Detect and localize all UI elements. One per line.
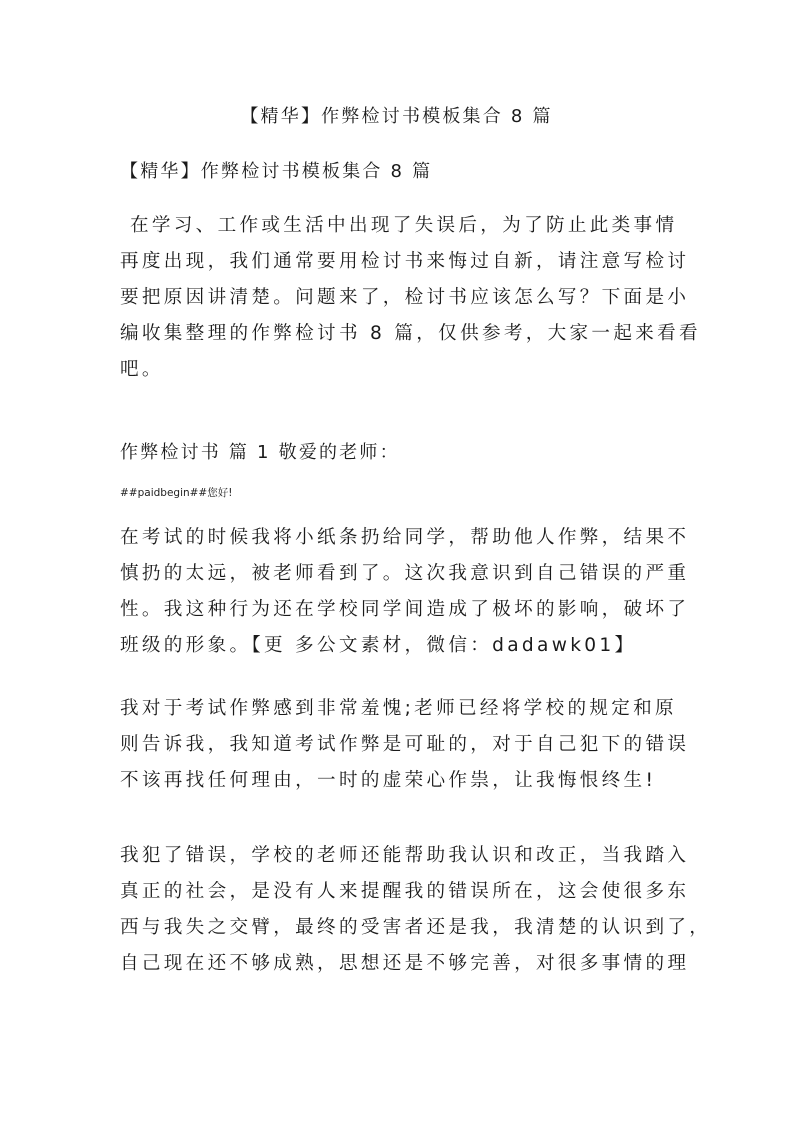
paragraph-line: 班级的形象。【更 多公文素材，微信：dadawk01】 — [120, 635, 637, 656]
intro-paragraph — [120, 208, 701, 388]
paragraph-line: 慎扔的太远，被老师看到了。这次我意识到自己错误的严重 — [120, 563, 690, 584]
section-heading: 作弊检讨书 篇 1 敬爱的老师： — [120, 442, 400, 463]
body-paragraph-2 — [120, 691, 690, 799]
intro-line: 再度出现，我们通常要用检讨书来悔过自新，请注意写检讨 — [120, 251, 690, 272]
body-paragraph-1 — [120, 520, 690, 664]
document-subtitle: 【精华】作弊检讨书模板集合 8 篇 — [120, 161, 433, 182]
paragraph-line: 自己现在还不够成熟，思想还是不够完善，对很多事情的理 — [120, 953, 690, 974]
body-paragraph-3 — [120, 838, 712, 982]
intro-line: 在学习、工作或生活中出现了失误后，为了防止此类事情 — [130, 215, 678, 236]
paragraph-line: 则告诉我，我知道考试作弊是可耻的，对于自己犯下的错误 — [120, 734, 690, 755]
paragraph-line: 我犯了错误，学校的老师还能帮助我认识和改正，当我踏入 — [120, 845, 690, 866]
paragraph-line: 性。我这种行为还在学校同学间造成了极坏的影响，破坏了 — [120, 599, 690, 620]
paragraph-line: 我对于考试作弊感到非常羞愧;老师已经将学校的规定和原 — [120, 698, 677, 719]
paragraph-line: 在考试的时候我将小纸条扔给同学，帮助他人作弊，结果不 — [120, 527, 690, 548]
intro-line: 吧。 — [120, 359, 164, 380]
page-title: 【精华】作弊检讨书模板集合 8 篇 — [240, 106, 553, 127]
paragraph-line: 不该再找任何理由，一时的虚荣心作祟，让我悔恨终生! — [120, 770, 657, 791]
intro-line: 要把原因讲清楚。问题来了，检讨书应该怎么写？下面是小 — [120, 287, 690, 308]
paragraph-line: 西与我失之交臂，最终的受害者还是我，我清楚的认识到了， — [120, 917, 712, 938]
paragraph-line: 真正的社会，是没有人来提醒我的错误所在，这会使很多东 — [120, 881, 690, 902]
intro-line: 编收集整理的作弊检讨书 8 篇，仅供参考，大家一起来看看 — [120, 323, 701, 344]
paid-marker-greeting: ##paidbegin##您好! — [120, 487, 233, 499]
